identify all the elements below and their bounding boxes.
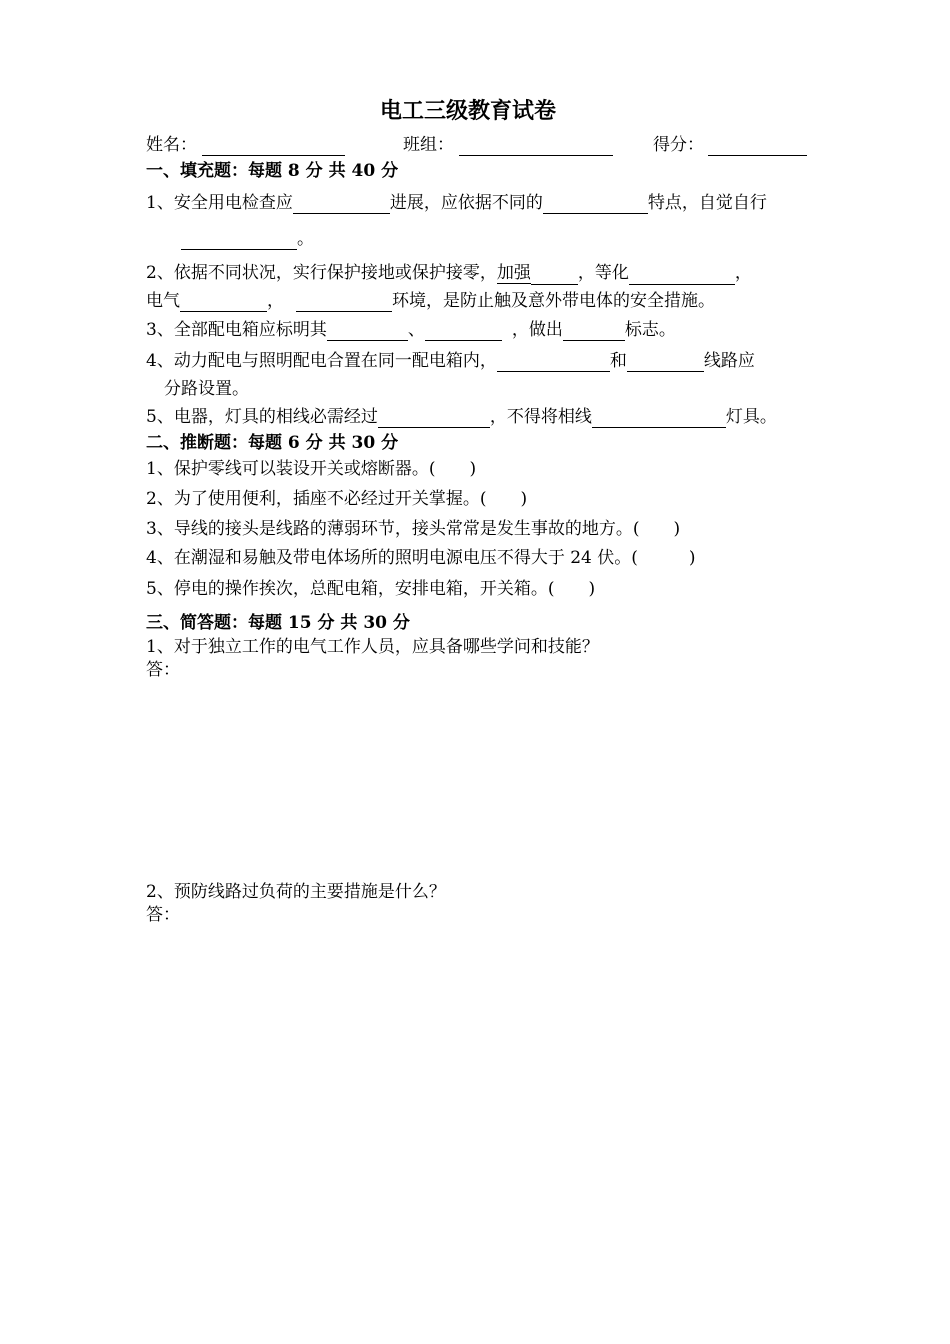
- section3-heading: 三、简答题：每题 15 分 共 30 分: [146, 613, 410, 633]
- name-field[interactable]: [202, 134, 345, 156]
- q2-blank-3[interactable]: [180, 293, 267, 312]
- answer-label-1: 答：: [146, 660, 180, 680]
- q4-line1: 4、动力配电与照明配电合置在同一配电箱内， 和 线路应: [146, 351, 755, 371]
- q5-line: 5、电器，灯具的相线必需经过 ，不得将相线 灯具。: [146, 407, 777, 427]
- short-q1: 1、对于独立工作的电气工作人员，应具备哪些学问和技能？: [146, 637, 599, 657]
- judge-item-3: 3、导线的接头是线路的薄弱环节，接头常常是发生事故的地方。( ): [146, 519, 681, 539]
- q4-line2: 分路设置。: [164, 379, 249, 399]
- group-label: 班组：: [403, 135, 454, 155]
- section2-heading: 二、推断题：每题 6 分 共 30 分: [146, 433, 399, 453]
- q3-blank-1[interactable]: [327, 322, 408, 341]
- q2-blank-1[interactable]: [531, 266, 578, 285]
- q5-blank-1[interactable]: [378, 409, 490, 428]
- q1-blank-2[interactable]: [543, 195, 648, 214]
- judge-item-2: 2、为了使用便利，插座不必经过开关掌握。( ): [146, 489, 528, 509]
- q3-line: 3、全部配电箱应标明其 、 ，做出 标志。: [146, 320, 676, 340]
- q1-blank-1[interactable]: [293, 195, 390, 214]
- group-field[interactable]: [459, 134, 613, 156]
- score-field[interactable]: [708, 134, 807, 156]
- q2-blank-2[interactable]: [629, 266, 735, 285]
- answer-label-2: 答：: [146, 905, 180, 925]
- q2-blank-text: 加强: [496, 263, 531, 283]
- q1-line2: 。: [181, 228, 314, 250]
- q4-blank-1[interactable]: [497, 353, 610, 372]
- name-label: 姓名：: [146, 135, 197, 155]
- score-label: 得分：: [653, 135, 704, 155]
- q3-blank-2[interactable]: [425, 322, 502, 341]
- q2-line2: 电气 ， 环境，是防止触及意外带电体的安全措施。: [146, 291, 715, 311]
- q1-blank-3[interactable]: [181, 231, 297, 250]
- short-q2: 2、预防线路过负荷的主要措施是什么？: [146, 882, 446, 902]
- judge-item-1: 1、保护零线可以装设开关或熔断器。( ): [146, 459, 477, 479]
- section1-heading: 一、填充题：每题 8 分 共 40 分: [146, 161, 399, 181]
- q2-line1: 2、依据不同状况，实行保护接地或保护接零，加强 ，等化 ，: [146, 263, 752, 283]
- q2-blank-4[interactable]: [296, 293, 392, 312]
- q4-blank-2[interactable]: [627, 353, 704, 372]
- q5-blank-2[interactable]: [592, 409, 726, 428]
- q1-line1: 1、安全用电检查应 进展，应依据不同的 特点，自觉自行: [146, 193, 767, 213]
- judge-item-4: 4、在潮湿和易触及带电体场所的照明电源电压不得大于 24 伏。( ): [146, 548, 696, 568]
- judge-item-5: 5、停电的操作挨次，总配电箱，安排电箱，开关箱。( ): [146, 579, 596, 599]
- page-title: 电工三级教育试卷: [380, 98, 557, 124]
- q3-blank-3[interactable]: [563, 322, 625, 341]
